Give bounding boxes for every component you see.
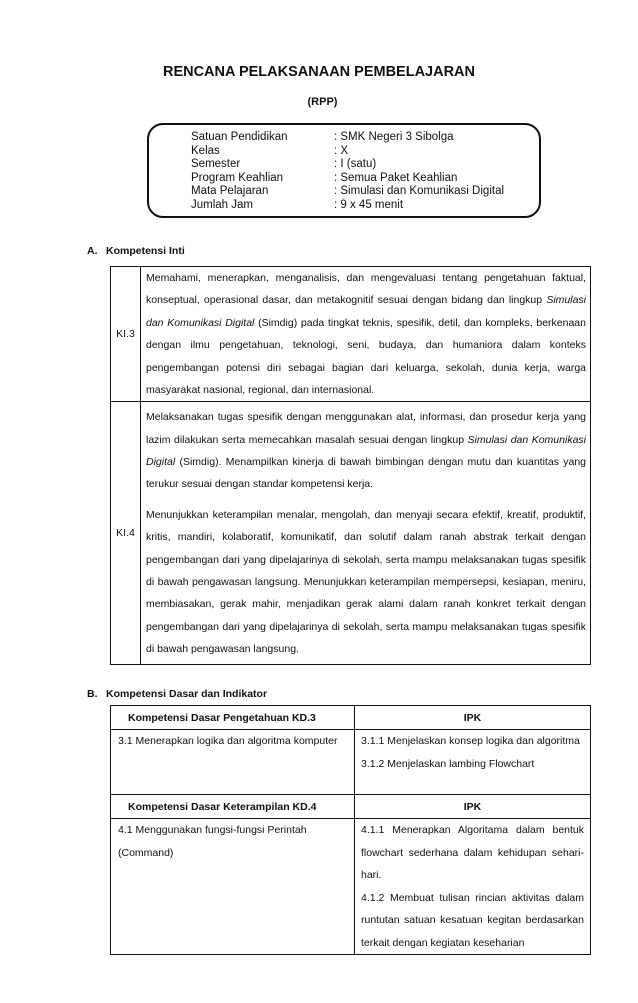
section-letter: B. — [87, 688, 98, 700]
info-row-jam — [191, 199, 403, 213]
ipk-item: 4.1.2 Membuat tulisan rincian aktivitas dalam runtutan satuan kesatuan kegitan berdasarkan terkait dengan kegiatan keseharian — [361, 891, 584, 949]
info-key: Jumlah Jam — [191, 198, 253, 211]
table-row — [111, 819, 591, 955]
info-value: : X — [334, 144, 349, 157]
info-row-satuan — [191, 131, 454, 145]
document-title: RENCANA PELAKSANAAN PEMBELAJARAN — [162, 64, 476, 80]
kompetensi-inti-table — [110, 266, 591, 665]
ipk-item: 4.1.1 Menerapkan Algoritama dalam bentuk flowchart sederhana dalam kehidupan sehari-hari. — [361, 824, 584, 881]
table-header-row — [111, 706, 591, 730]
document-subtitle: (RPP) — [307, 96, 338, 108]
ipk-cell — [355, 819, 591, 955]
kd3-text: 3.1 Menerapkan logika dan algoritma komputer — [111, 730, 355, 795]
info-key: Mata Pelajaran — [191, 185, 269, 197]
info-key: Satuan Pendidikan — [191, 131, 288, 143]
ki4-label: KI.4 — [111, 402, 141, 665]
ipk-header: IPK — [355, 795, 591, 819]
table-row — [111, 267, 591, 402]
kompetensi-dasar-table — [110, 705, 591, 955]
section-title: Kompetensi Inti — [106, 245, 185, 257]
info-row-mapel — [191, 185, 504, 199]
table-header-row — [111, 795, 591, 819]
identity-box — [147, 123, 541, 218]
section-title: Kompetensi Dasar dan Indikator — [106, 688, 268, 700]
ki4-paragraph: Menunjukkan keterampilan menalar, mengolah, dan menyaji secara efektif, kreatif, produktif, kritis, mandiri, kolaboratif, komunikatif, dan solutif dalam ranah abstrak terkait dengan pengembangan dari yang dipelajarinya di sekolah, serta mampu melaksanakan tugas spesifik di bawah pengawasan langsung. Menunjukkan keterampilan mempersepsi, kesiapan, meniru, membiasakan, gerak mahir, menjadikan gerak alami dalam ranah konkret terkait dengan pengembangan dari yang dipelajarinya di sekolah, serta mampu melaksanakan tugas spesifik di bawah pengawasan langsung. — [146, 508, 586, 656]
ipk-cell — [355, 730, 591, 795]
info-value: : Simulasi dan Komunikasi Digital — [334, 185, 505, 197]
info-key: Program Keahlian — [191, 171, 284, 184]
info-key: Kelas — [191, 144, 220, 157]
ipk-item: 3.1.2 Menjelaskan lambing Flowchart — [361, 757, 535, 770]
table-row — [111, 730, 591, 795]
ipk-header: IPK — [355, 706, 591, 730]
table-row — [111, 402, 591, 665]
kd3-header: Kompetensi Dasar Pengetahuan KD.3 — [111, 706, 355, 730]
section-letter: A. — [87, 245, 98, 257]
info-row-semester — [191, 158, 376, 172]
info-value: : SMK Negeri 3 Sibolga — [334, 131, 454, 143]
kd4-header: Kompetensi Dasar Keterampilan KD.4 — [111, 795, 355, 819]
kd4-text: 4.1 Menggunakan fungsi-fungsi Perintah (Command) — [111, 819, 355, 955]
ki3-label: KI.3 — [111, 267, 141, 402]
section-b-heading — [87, 688, 267, 700]
info-row-program — [191, 172, 457, 186]
info-value: : Semua Paket Keahlian — [334, 171, 458, 184]
ki4-paragraph: Melaksanakan tugas spesifik dengan menggunakan alat, informasi, dan prosedur kerja yang lazim dilakukan serta memecahkan masalah sesuai dengan lingkup Simulasi dan Komunikasi Digital (Simdig). Menampilkan kinerja di bawah bimbingan dengan mutu dan kuantitas yang terukur sesuai dengan standar kompetensi kerja. — [146, 411, 586, 491]
ipk-item: 3.1.1 Menjelaskan konsep logika dan algoritma — [361, 735, 580, 747]
info-row-kelas — [191, 145, 348, 159]
info-value: : 9 x 45 menit — [334, 198, 404, 211]
info-key: Semester — [191, 158, 241, 170]
ki3-text: Memahami, menerapkan, menganalisis, dan mengevaluasi tentang pengetahuan faktual, konseptual, operasional dasar, dan metakognitif sesuai dengan bidang dan lingkup Simulasi dan Komunikasi Digital (Simdig) pada tingkat teknis, spesifik, detil, dan kompleks, berkenaan dengan ilmu pengetahuan, teknologi, seni, budaya, dan humaniora dalam konteks pengembangan potensi diri sebagai bagian dari keluarga, sekolah, dunia kerja, warga masyarakat nasional, regional, dan internasional. — [141, 267, 591, 402]
section-a-heading — [87, 245, 185, 257]
ki4-text — [141, 402, 591, 665]
info-value: : I (satu) — [334, 158, 377, 170]
